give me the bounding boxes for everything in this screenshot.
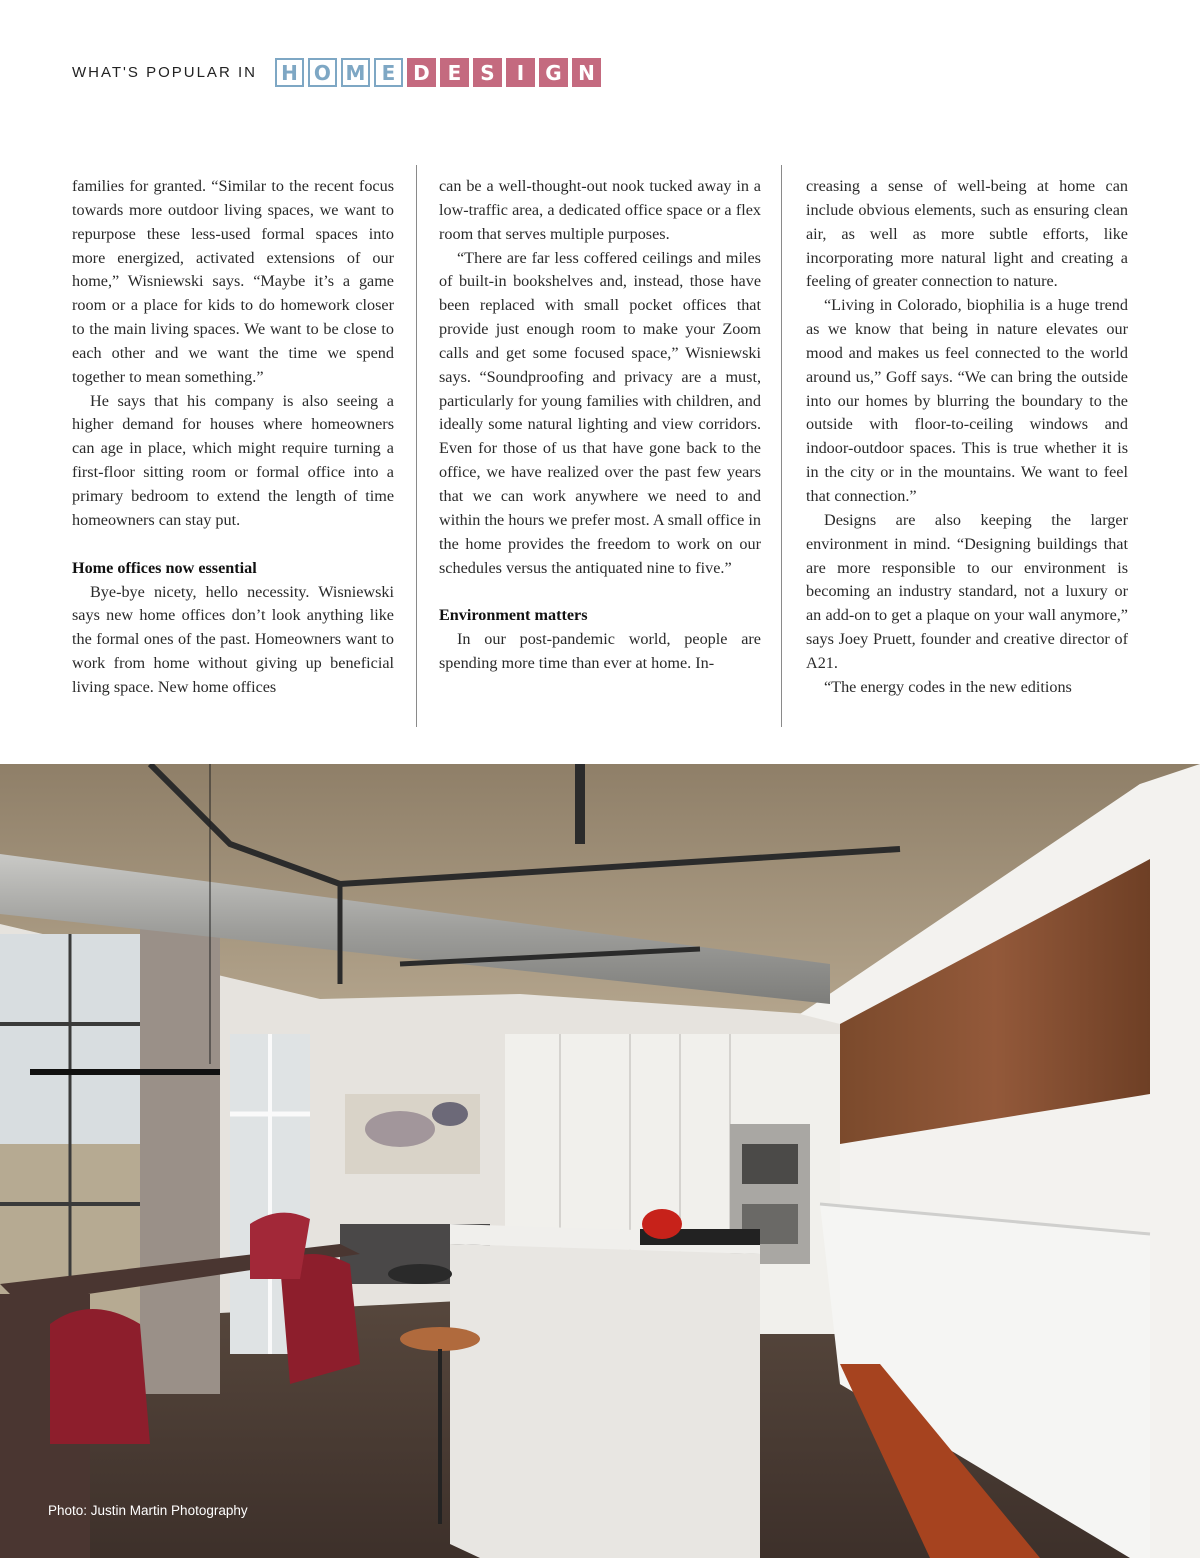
logo-letter: D bbox=[407, 58, 436, 87]
logo-letter: M bbox=[341, 58, 370, 87]
paragraph: “Living in Colorado, biophilia is a huge trend as we know that being in nature elevates our mood and makes us feel connected to the world around us,” Goff says. “We can bring the outside into our homes by blurring the boundary to the outside with floor-to-ceiling windows and indoor-outdoor spaces. This is true whether it is in the city or in the mountains. We want to feel that connection.” bbox=[806, 296, 1128, 505]
home-design-logo bbox=[275, 58, 601, 87]
logo-letter: E bbox=[440, 58, 469, 87]
paragraph: Designs are also keeping the larger environment in mind. “Designing buildings that are more responsible to our environment is becoming an industry standard, not a luxury or an add-on to get a plaque on your wall anymore,” says Joey Pruett, founder and creative director of A21. bbox=[806, 510, 1128, 672]
logo-letter: I bbox=[506, 58, 535, 87]
logo-letter: E bbox=[374, 58, 403, 87]
logo-letter: H bbox=[275, 58, 304, 87]
paragraph: Bye-bye nicety, hello necessity. Wisniewski says new home offices don’t look anything like the formal ones of the past. Homeowners want to work from home without giving up beneficial living space. New home offices bbox=[72, 582, 394, 696]
article-columns bbox=[72, 175, 1129, 727]
logo-letter: S bbox=[473, 58, 502, 87]
paragraph: families for granted. “Similar to the recent focus towards more outdoor living spaces, we want to repurpose these less-used formal spaces into more energized, activated extensions of our home,” Wisniewski says. “Maybe it’s a game room or a place for kids to do homework closer to the main living spaces. We want to be close to each other and we want the time we spend together to mean something.” bbox=[72, 177, 394, 386]
column-divider bbox=[781, 165, 782, 727]
logo-letter: O bbox=[308, 58, 337, 87]
article-column-2 bbox=[439, 175, 761, 676]
article-column-1 bbox=[72, 175, 394, 700]
page-header bbox=[72, 58, 601, 87]
kitchen-illustration bbox=[0, 764, 1200, 1558]
section-heading: Home offices now essential bbox=[72, 558, 257, 577]
paragraph: He says that his company is also seeing a higher demand for houses where homeowners can age in place, which might require turning a first-floor sitting room or formal office into a primary bedroom to extend the length of time homeowners can stay put. bbox=[72, 391, 394, 529]
column-divider bbox=[416, 165, 417, 727]
logo-letter: G bbox=[539, 58, 568, 87]
header-kicker: WHAT'S POPULAR IN bbox=[72, 64, 257, 81]
logo-letter: N bbox=[572, 58, 601, 87]
paragraph: “The energy codes in the new editions bbox=[824, 677, 1072, 696]
photo-credit: Photo: Justin Martin Photography bbox=[48, 1503, 248, 1518]
paragraph: In our post-pandemic world, people are spending more time than ever at home. In- bbox=[439, 630, 761, 673]
kitchen-photo bbox=[0, 764, 1200, 1558]
article-column-3 bbox=[806, 175, 1128, 700]
section-heading: Environment matters bbox=[439, 606, 588, 625]
paragraph: “There are far less coffered ceilings and miles of built-in bookshelves and, instead, those have been replaced with small pocket offices that provide just enough room to make your Zoom calls and get some focused space,” Wisniewski says. “Soundproofing and privacy are a must, particularly for young families with children, and ideally some natural lighting and view corridors. Even for those of us that have gone back to the office, we have realized over the past few years that we can work anywhere we need to and within the hours we prefer most. A small office in the home provides the freedom to work on our schedules versus the antiquated nine to five.” bbox=[439, 248, 761, 577]
paragraph: creasing a sense of well-being at home can include obvious elements, such as ensuring clean air, as well as more subtle efforts, like incorporating more natural light and creating a feeling of greater connection to nature. bbox=[806, 177, 1128, 291]
paragraph: can be a well-thought-out nook tucked away in a low-traffic area, a dedicated office space or a flex room that serves multiple purposes. bbox=[439, 177, 761, 243]
